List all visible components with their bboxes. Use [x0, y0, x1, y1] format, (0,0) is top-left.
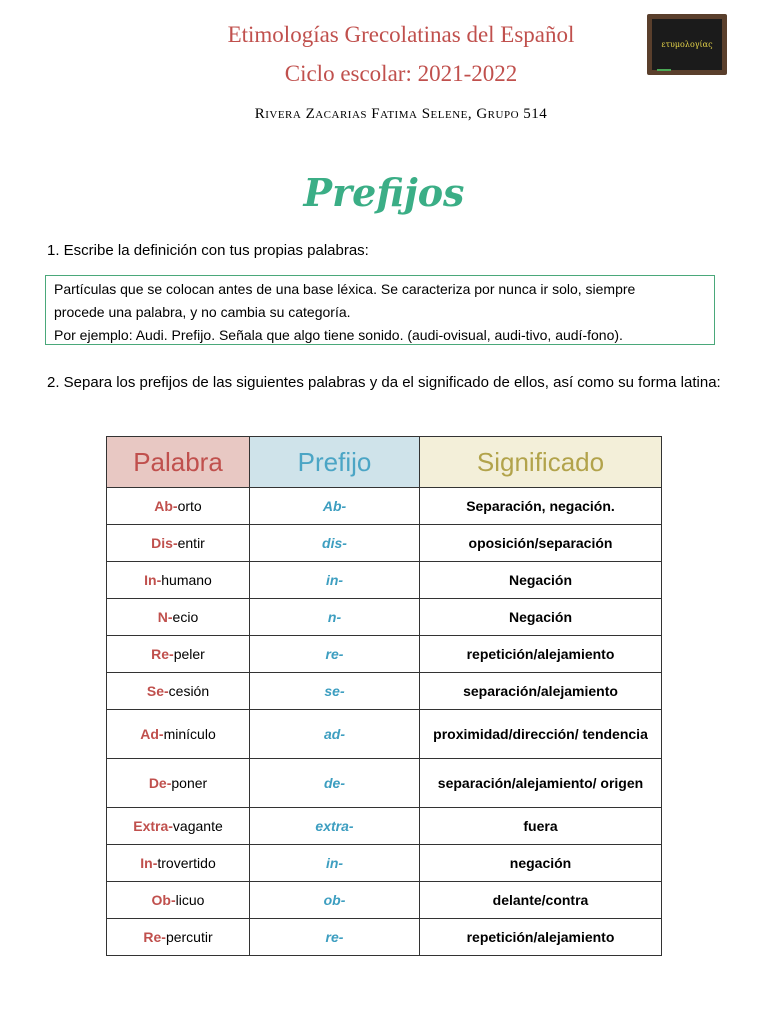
header-significado: Significado — [420, 437, 662, 488]
word-cell — [107, 759, 250, 808]
meaning-cell: separación/alejamiento/ origen — [420, 759, 662, 808]
word-prefix: In- — [144, 572, 162, 588]
word-prefix: De- — [148, 775, 172, 791]
definition-line-3: Por ejemplo: Audi. Prefijo. Señala que algo tiene sonido. (audi-ovisual, audi-tivo, audí-fono). — [54, 327, 623, 343]
word-root: peler — [173, 646, 205, 662]
chalkboard-text: ετυμολογίας — [661, 40, 713, 49]
word-cell — [107, 636, 250, 673]
word-prefix: Re- — [143, 929, 166, 945]
word-prefix: Extra- — [133, 818, 173, 834]
word-prefix: Ob- — [151, 892, 176, 908]
meaning-cell: Negación — [420, 562, 662, 599]
meaning-cell: Separación, negación. — [420, 488, 662, 525]
table-row — [107, 636, 662, 673]
word-root: percutir — [165, 929, 213, 945]
section-heading: Prefijos — [303, 170, 465, 215]
definition-line-1: Partículas que se colocan antes de una base léxica. Se caracteriza por nunca ir solo, siempre — [54, 281, 636, 297]
word-root: licuo — [175, 892, 205, 908]
header-prefijo: Prefijo — [250, 437, 420, 488]
word-cell — [107, 562, 250, 599]
table-row — [107, 525, 662, 562]
table-row — [107, 488, 662, 525]
word-prefix: Se- — [146, 683, 169, 699]
table-row — [107, 710, 662, 759]
word-cell — [107, 882, 250, 919]
prefix-cell: ad- — [250, 710, 420, 759]
word-cell — [107, 845, 250, 882]
word-prefix: In- — [140, 855, 158, 871]
word-cell — [107, 710, 250, 759]
prefix-cell: Ab- — [250, 488, 420, 525]
word-prefix: N- — [157, 609, 173, 625]
word-cell — [107, 673, 250, 710]
meaning-cell: repetición/alejamiento — [420, 919, 662, 956]
header-palabra: Palabra — [107, 437, 250, 488]
word-prefix: Re- — [151, 646, 174, 662]
question-1: 1. Escribe la definición con tus propias palabras: — [47, 242, 369, 259]
word-root: ecio — [172, 609, 199, 625]
prefix-cell: de- — [250, 759, 420, 808]
table-row — [107, 882, 662, 919]
word-prefix: Ad- — [140, 726, 164, 742]
prefix-cell: ob- — [250, 882, 420, 919]
prefix-table — [106, 436, 662, 956]
table-row — [107, 919, 662, 956]
chalk-mark — [657, 69, 671, 71]
word-root: trovertido — [157, 855, 216, 871]
prefix-cell: dis- — [250, 525, 420, 562]
word-root: entir — [177, 535, 205, 551]
table-row — [107, 599, 662, 636]
document-title: Etimologías Grecolatinas del Español — [227, 22, 575, 47]
prefix-cell: in- — [250, 562, 420, 599]
meaning-cell: delante/contra — [420, 882, 662, 919]
word-cell — [107, 808, 250, 845]
author-line: Rivera Zacarias Fatima Selene, Grupo 514 — [254, 106, 548, 122]
table-row — [107, 673, 662, 710]
meaning-cell: fuera — [420, 808, 662, 845]
word-root: poner — [171, 775, 208, 791]
word-cell — [107, 919, 250, 956]
prefix-cell: re- — [250, 919, 420, 956]
prefix-cell: se- — [250, 673, 420, 710]
prefix-cell: in- — [250, 845, 420, 882]
table-row — [107, 562, 662, 599]
word-prefix: Dis- — [151, 535, 178, 551]
word-prefix: Ab- — [154, 498, 178, 514]
table-row — [107, 845, 662, 882]
word-root: humano — [161, 572, 212, 588]
table-header-row — [107, 437, 662, 488]
meaning-cell: Negación — [420, 599, 662, 636]
prefix-cell: extra- — [250, 808, 420, 845]
question-2: 2. Separa los prefijos de las siguientes palabras y da el significado de ellos, así como su forma latina: — [47, 374, 721, 391]
meaning-cell: negación — [420, 845, 662, 882]
meaning-cell: separación/alejamiento — [420, 673, 662, 710]
word-cell — [107, 525, 250, 562]
chalkboard-surface — [652, 19, 722, 70]
table-row — [107, 759, 662, 808]
meaning-cell: proximidad/dirección/ tendencia — [420, 710, 662, 759]
definition-line-2: procede una palabra, y no cambia su categoría. — [54, 304, 351, 320]
word-root: vagante — [172, 818, 223, 834]
word-root: cesión — [168, 683, 210, 699]
prefix-cell: re- — [250, 636, 420, 673]
chalkboard-image — [647, 14, 727, 75]
word-root: minículo — [163, 726, 216, 742]
prefix-cell: n- — [250, 599, 420, 636]
word-root: orto — [177, 498, 202, 514]
meaning-cell: oposición/separación — [420, 525, 662, 562]
word-cell — [107, 488, 250, 525]
meaning-cell: repetición/alejamiento — [420, 636, 662, 673]
word-cell — [107, 599, 250, 636]
table-row — [107, 808, 662, 845]
school-year: Ciclo escolar: 2021-2022 — [284, 61, 518, 86]
definition-box — [45, 275, 715, 345]
